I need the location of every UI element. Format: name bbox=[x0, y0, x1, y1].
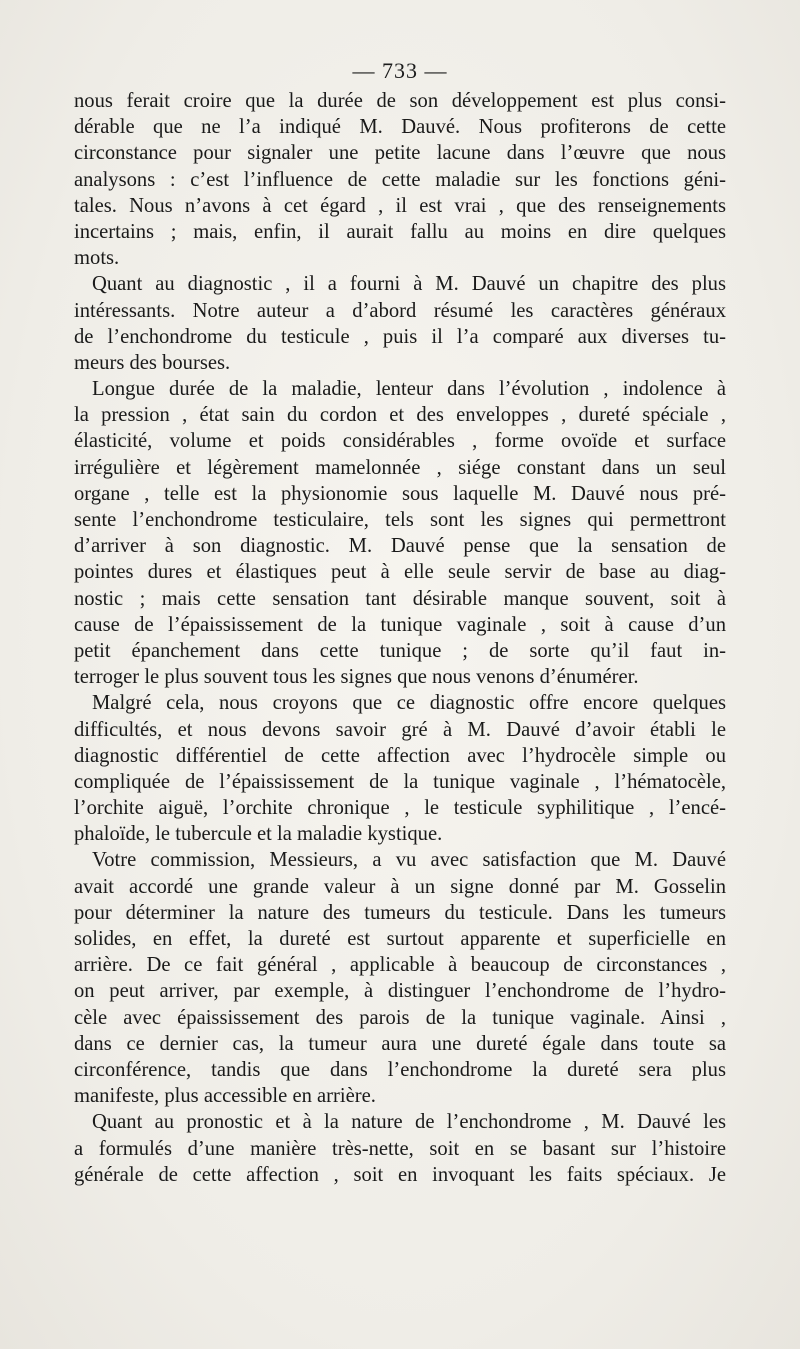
text-line: terroger le plus souvent tous les signes que nous venons d’énumérer. bbox=[74, 666, 639, 689]
text-line: Longue durée de la maladie, lenteur dans l’évolution , indolence à bbox=[92, 378, 726, 401]
text-line: difficultés, et nous devons savoir gré à M. Dauvé d’avoir établi le bbox=[74, 718, 726, 741]
text-line: phaloïde, le tubercule et la maladie kystique. bbox=[74, 823, 443, 846]
body-text bbox=[74, 88, 726, 1188]
text-line: générale de cette affection , soit en invoquant les faits spéciaux. Je bbox=[74, 1163, 726, 1186]
page-number: — 733 — bbox=[352, 58, 448, 83]
text-line: tales. Nous n’avons à cet égard , il est vrai , que des renseignements bbox=[74, 194, 726, 217]
text-line: on peut arriver, par exemple, à distinguer l’enchondrome de l’hydro- bbox=[74, 980, 726, 1003]
text-line: cause de l’épaississement de la tunique vaginale , soit à cause d’un bbox=[74, 613, 726, 636]
text-line: nous ferait croire que la durée de son développement est plus consi- bbox=[74, 90, 726, 112]
text-line: diagnostic différentiel de cette affection avec l’hydrocèle simple ou bbox=[74, 744, 726, 767]
text-line: Quant au pronostic et à la nature de l’enchondrome , M. Dauvé les bbox=[92, 1111, 726, 1134]
text-line: Malgré cela, nous croyons que ce diagnostic offre encore quelques bbox=[92, 692, 726, 715]
text-line: mots. bbox=[74, 247, 120, 270]
text-line: nostic ; mais cette sensation tant désirable manque souvent, soit à bbox=[74, 587, 726, 610]
text-line: dans ce dernier cas, la tumeur aura une dureté égale dans toute sa bbox=[74, 1032, 726, 1055]
text-line: de l’enchondrome du testicule , puis il l’a comparé aux diverses tu- bbox=[74, 325, 726, 348]
text-line: Quant au diagnostic , il a fourni à M. Dauvé un chapitre des plus bbox=[92, 273, 726, 296]
text-line: élasticité, volume et poids considérables , forme ovoïde et surface bbox=[74, 430, 726, 453]
text-line: dérable que ne l’a indiqué M. Dauvé. Nous profiterons de cette bbox=[74, 116, 726, 139]
text-line: meurs des bourses. bbox=[74, 351, 231, 374]
text-line: pointes dures et élastiques peut à elle seule servir de base au diag- bbox=[74, 561, 726, 584]
text-line: petit épanchement dans cette tunique ; de sorte qu’il faut in- bbox=[74, 639, 726, 662]
text-line: Votre commission, Messieurs, a vu avec satisfaction que M. Dauvé bbox=[92, 849, 726, 872]
text-line: cèle avec épaississement des parois de la tunique vaginale. Ainsi , bbox=[74, 1006, 726, 1029]
text-line: intéressants. Notre auteur a d’abord résumé les caractères généraux bbox=[74, 299, 726, 322]
text-line: a formulés d’une manière très-nette, soit en se basant sur l’histoire bbox=[74, 1137, 726, 1160]
text-line: sente l’enchondrome testiculaire, tels sont les signes qui permettront bbox=[74, 509, 726, 531]
text-line: incertains ; mais, enfin, il aurait fallu au moins en dire quelques bbox=[74, 220, 726, 243]
text-line: circonstance pour signaler une petite lacune dans l’œuvre que nous bbox=[74, 142, 726, 165]
text-line: analysons : c’est l’influence de cette maladie sur les fonctions géni- bbox=[74, 168, 726, 191]
text-line: arrière. De ce fait général , applicable à beaucoup de circonstances , bbox=[74, 954, 726, 977]
text-line: circonférence, tandis que dans l’enchondrome la dureté sera plus bbox=[74, 1058, 726, 1081]
text-line: manifeste, plus accessible en arrière. bbox=[74, 1085, 376, 1108]
text-line: la pression , état sain du cordon et des enveloppes , dureté spéciale , bbox=[74, 404, 726, 427]
text-line: avait accordé une grande valeur à un signe donné par M. Gosselin bbox=[74, 875, 726, 898]
text-line: pour déterminer la nature des tumeurs du testicule. Dans les tumeurs bbox=[74, 901, 726, 924]
text-line: irrégulière et légèrement mamelonnée , siége constant dans un seul bbox=[74, 456, 726, 479]
text-line: organe , telle est la physionomie sous laquelle M. Dauvé nous pré- bbox=[74, 482, 726, 505]
text-line: solides, en effet, la dureté est surtout apparente et superficielle en bbox=[74, 928, 726, 950]
text-line: d’arriver à son diagnostic. M. Dauvé pense que la sensation de bbox=[74, 535, 726, 558]
text-line: compliquée de l’épaississement de la tunique vaginale , l’hématocèle, bbox=[74, 770, 726, 793]
text-line: l’orchite aiguë, l’orchite chronique , le testicule syphilitique , l’encé- bbox=[74, 797, 726, 820]
